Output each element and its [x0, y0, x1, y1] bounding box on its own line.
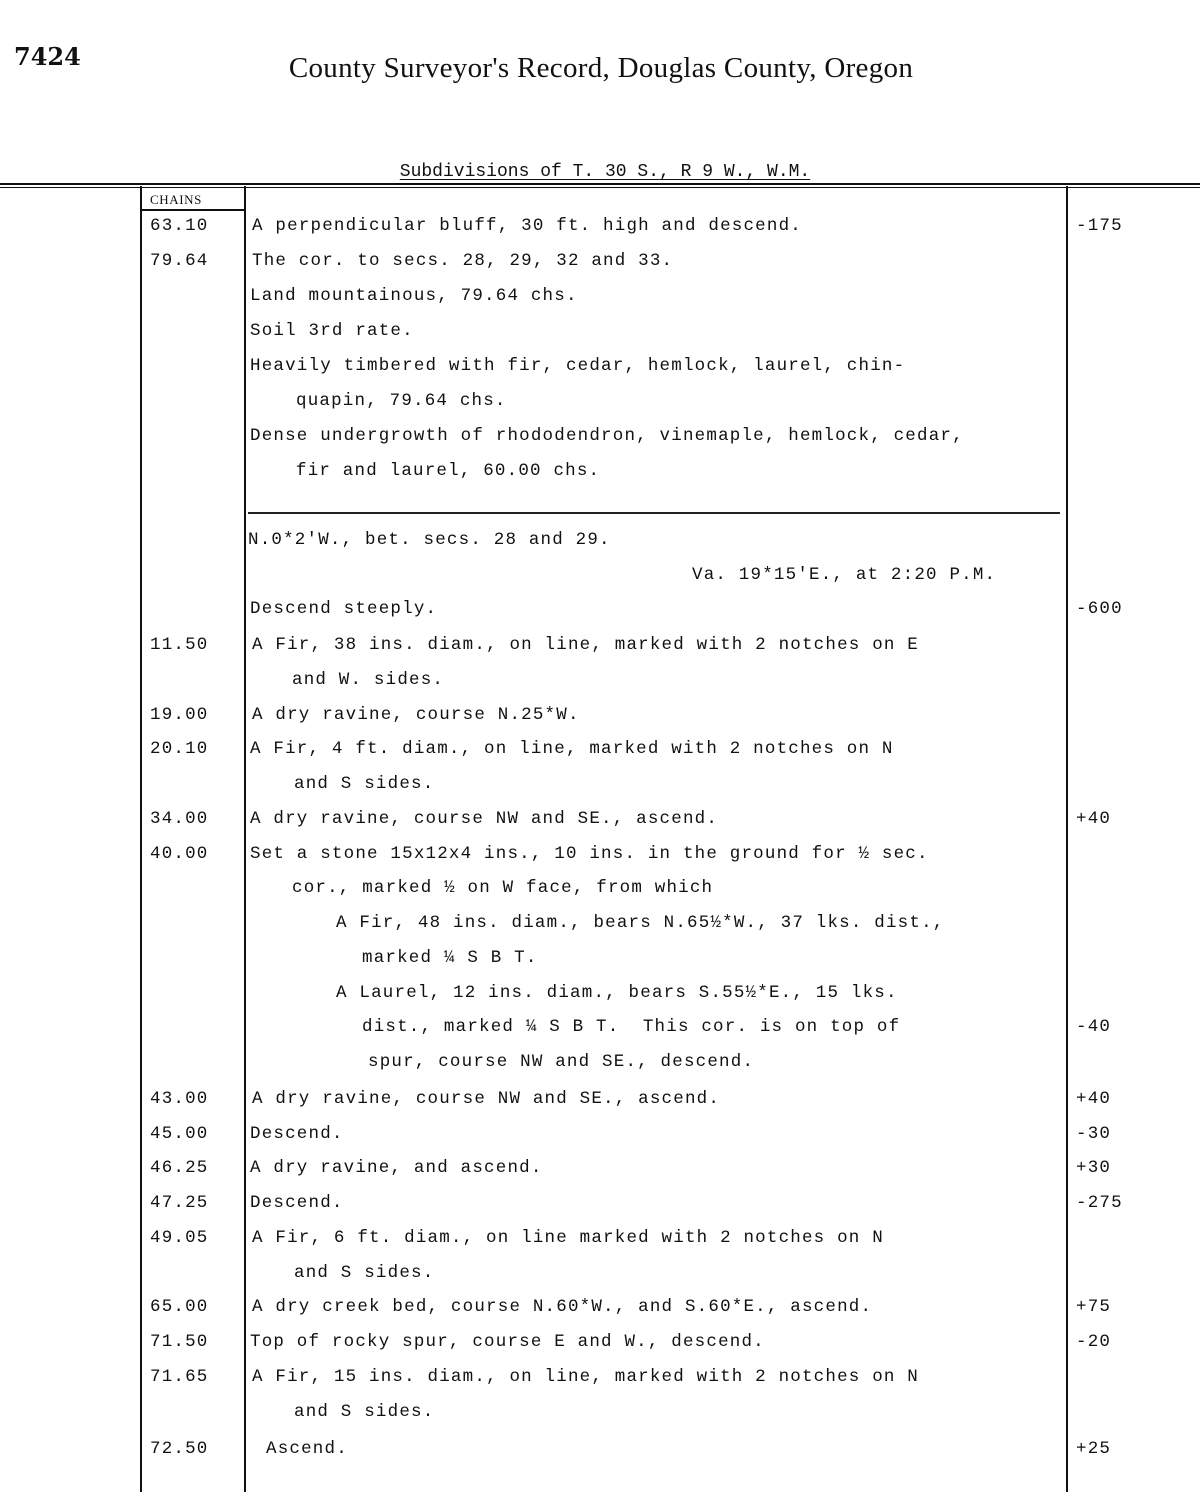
chain-distance: 47.25	[150, 1193, 209, 1213]
chain-distance: 20.10	[150, 739, 209, 759]
elevation-change: +40	[1076, 1089, 1112, 1109]
chains-header-rule	[140, 209, 246, 211]
chains-column-left-rule	[140, 186, 142, 1492]
chain-distance: 34.00	[150, 809, 209, 829]
survey-note-text: A dry ravine, course NW and SE., ascend.	[250, 809, 719, 829]
survey-note-text: A dry creek bed, course N.60*W., and S.60*E., ascend.	[252, 1297, 873, 1317]
survey-note-text: Ascend.	[266, 1439, 348, 1459]
record-title: County Surveyor's Record, Douglas County, Oregon	[288, 52, 914, 84]
elevation-change: +75	[1076, 1297, 1112, 1317]
survey-note-text: A Fir, 6 ft. diam., on line marked with 2 notches on N	[252, 1228, 884, 1248]
survey-note-text: A Fir, 4 ft. diam., on line, marked with 2 notches on N	[250, 739, 894, 759]
survey-note-text: A dry ravine, course NW and SE., ascend.	[252, 1089, 721, 1109]
section-separator	[248, 512, 1060, 514]
elevation-change: +25	[1076, 1439, 1112, 1459]
survey-note-text: and S sides.	[294, 774, 435, 794]
survey-note-text: A Laurel, 12 ins. diam., bears S.55½*E., 15 lks.	[336, 983, 898, 1003]
chain-distance: 79.64	[150, 251, 209, 271]
survey-note-text: A dry ravine, and ascend.	[250, 1158, 543, 1178]
survey-note-text: spur, course NW and SE., descend.	[368, 1052, 755, 1072]
chain-distance: 11.50	[150, 635, 209, 655]
elevation-change: +40	[1076, 809, 1112, 829]
survey-note-text: Dense undergrowth of rhododendron, vinemaple, hemlock, cedar,	[250, 426, 964, 446]
chain-distance: 43.00	[150, 1089, 209, 1109]
chain-distance: 71.50	[150, 1332, 209, 1352]
survey-note-text: cor., marked ½ on W face, from which	[292, 878, 714, 898]
survey-note-text: Descend.	[250, 1124, 344, 1144]
survey-note-text: Soil 3rd rate.	[250, 321, 414, 341]
elevation-change: -175	[1076, 216, 1123, 236]
survey-note-text: Heavily timbered with fir, cedar, hemlock, laurel, chin-	[250, 356, 906, 376]
chain-distance: 71.65	[150, 1367, 209, 1387]
survey-note-text: Top of rocky spur, course E and W., descend.	[250, 1332, 765, 1352]
survey-note-text: and W. sides.	[292, 670, 445, 690]
elevation-change: -275	[1076, 1193, 1123, 1213]
chain-distance: 46.25	[150, 1158, 209, 1178]
chain-distance: 63.10	[150, 216, 209, 236]
chains-column-header: CHAINS	[150, 192, 202, 207]
survey-note-text: A Fir, 15 ins. diam., on line, marked with 2 notches on N	[252, 1367, 919, 1387]
survey-note-text: N.0*2'W., bet. secs. 28 and 29.	[248, 530, 611, 550]
chain-distance: 19.00	[150, 705, 209, 725]
survey-note-text: fir and laurel, 60.00 chs.	[296, 461, 601, 481]
survey-note-text: and S sides.	[294, 1263, 435, 1283]
survey-note-text: Descend.	[250, 1193, 344, 1213]
chain-distance: 40.00	[150, 844, 209, 864]
survey-note-text: marked ¼ S B T.	[362, 948, 538, 968]
page-number: 7424	[14, 42, 81, 71]
survey-note-text: and S sides.	[294, 1402, 435, 1422]
elevation-change: +30	[1076, 1158, 1112, 1178]
survey-note-text: The cor. to secs. 28, 29, 32 and 33.	[252, 251, 674, 271]
chain-distance: 45.00	[150, 1124, 209, 1144]
survey-note-text: Set a stone 15x12x4 ins., 10 ins. in the ground for ½ sec.	[250, 844, 929, 864]
survey-note-text: Va. 19*15'E., at 2:20 P.M.	[692, 565, 997, 585]
subdivision-subtitle: Subdivisions of T. 30 S., R 9 W., W.M.	[399, 162, 811, 182]
elevation-column-rule	[1066, 186, 1068, 1492]
elevation-change: -20	[1076, 1332, 1112, 1352]
survey-note-text: A perpendicular bluff, 30 ft. high and descend.	[252, 216, 802, 236]
survey-note-text: dist., marked ¼ S B T. This cor. is on top of	[362, 1017, 901, 1037]
table-top-rule-secondary	[0, 187, 1200, 188]
table-top-rule	[0, 183, 1200, 185]
chains-column-right-rule	[244, 186, 246, 1492]
chain-distance: 72.50	[150, 1439, 209, 1459]
elevation-change: -40	[1076, 1017, 1112, 1037]
elevation-change: -30	[1076, 1124, 1112, 1144]
survey-note-text: quapin, 79.64 chs.	[296, 391, 507, 411]
chain-distance: 49.05	[150, 1228, 209, 1248]
survey-note-text: Land mountainous, 79.64 chs.	[250, 286, 578, 306]
survey-note-text: A Fir, 48 ins. diam., bears N.65½*W., 37 lks. dist.,	[336, 913, 945, 933]
elevation-change: -600	[1076, 599, 1123, 619]
survey-note-text: A dry ravine, course N.25*W.	[252, 705, 580, 725]
survey-note-text: Descend steeply.	[250, 599, 438, 619]
chain-distance: 65.00	[150, 1297, 209, 1317]
survey-note-text: A Fir, 38 ins. diam., on line, marked with 2 notches on E	[252, 635, 919, 655]
